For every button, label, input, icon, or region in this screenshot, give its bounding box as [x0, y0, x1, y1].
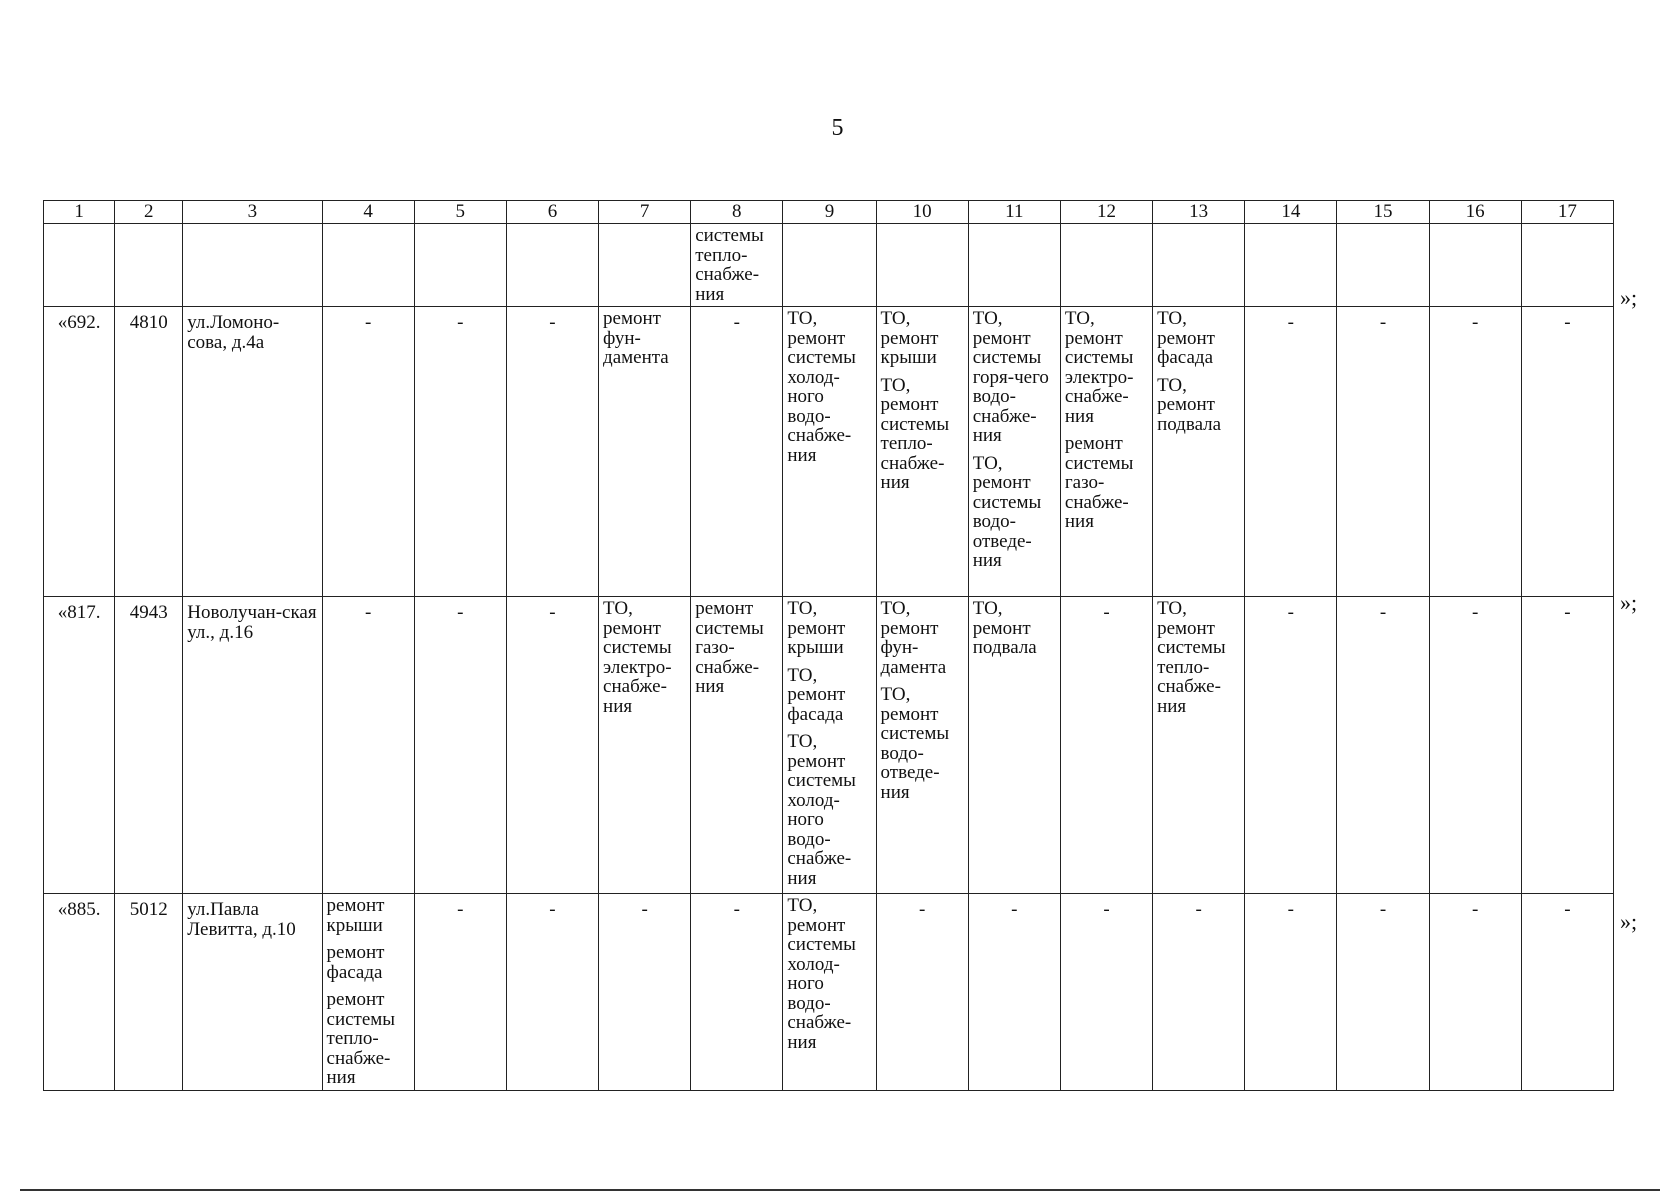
- cell-text: -: [1472, 602, 1479, 623]
- table-row: [44, 307, 1614, 597]
- table-cell: [876, 597, 968, 894]
- cell-text: -: [1472, 312, 1479, 333]
- address-cell: [183, 894, 322, 1091]
- cell-text: ТО, ремонт системы водо-отведе-ния: [880, 684, 950, 803]
- cell-text: ТО, ремонт системы холод-ного водо-снабже-ния: [787, 308, 856, 466]
- address-cell: [183, 224, 322, 307]
- cell-text: -: [1103, 899, 1110, 920]
- table-cell: [968, 307, 1060, 597]
- table-cell: [691, 597, 783, 894]
- row-number-cell: [44, 597, 115, 894]
- empty-dash-cell: [1245, 307, 1337, 597]
- cell-text: -: [733, 899, 740, 920]
- cell-text: -: [549, 899, 556, 920]
- cell-text: -: [1564, 312, 1571, 333]
- empty-dash-cell: [599, 894, 691, 1091]
- table-cell: [1245, 224, 1337, 307]
- closing-quote-mark: »;: [1620, 285, 1638, 310]
- cell-text: 4943: [129, 602, 168, 623]
- cell-text: ремонт системы газо-снабже-ния: [1064, 433, 1134, 532]
- table-row: [44, 597, 1614, 894]
- table-cell: [322, 894, 414, 1091]
- empty-dash-cell: [322, 307, 414, 597]
- cell-text: -: [457, 602, 464, 623]
- table-cell: [1337, 224, 1429, 307]
- table-cell: [783, 224, 876, 307]
- table-cell: [1521, 224, 1613, 307]
- cell-text: ТО, ремонт подвала: [972, 598, 1037, 658]
- table-cell: [968, 224, 1060, 307]
- cell-text: ТО, ремонт системы тепло-снабже-ния: [880, 374, 950, 493]
- empty-dash-cell: [1521, 894, 1613, 1091]
- cell-text: ТО, ремонт подвала: [1157, 374, 1222, 435]
- empty-dash-cell: [506, 307, 598, 597]
- empty-dash-cell: [1060, 597, 1152, 894]
- cell-text: ремонт фун-дамента: [603, 308, 669, 368]
- column-header: 3: [183, 201, 322, 224]
- cell-text: ремонт фасада: [326, 942, 385, 983]
- empty-dash-cell: [1337, 894, 1429, 1091]
- cell-text: -: [1103, 602, 1110, 623]
- column-header: 10: [876, 201, 968, 224]
- column-header: 1: [44, 201, 115, 224]
- column-header: 2: [115, 201, 183, 224]
- empty-dash-cell: [968, 894, 1060, 1091]
- empty-dash-cell: [1429, 597, 1521, 894]
- column-header: 17: [1521, 201, 1613, 224]
- column-header: 9: [783, 201, 876, 224]
- cell-text: -: [549, 312, 556, 333]
- empty-dash-cell: [1153, 894, 1245, 1091]
- cell-text: Новолучан-ская ул., д.16: [187, 602, 317, 643]
- cell-text: «817.: [57, 602, 101, 623]
- row-number-cell: [44, 894, 115, 1091]
- building-id-cell: [115, 224, 183, 307]
- empty-dash-cell: [1337, 307, 1429, 597]
- cell-text: ТО, ремонт фасада: [1157, 308, 1215, 368]
- cell-text: -: [918, 899, 926, 920]
- empty-dash-cell: [1337, 597, 1429, 894]
- cell-text: «885.: [57, 899, 101, 920]
- header-row: [44, 201, 1614, 224]
- empty-dash-cell: [1245, 597, 1337, 894]
- cell-text: ТО, ремонт системы холод-ного водо-снабже-ния: [787, 731, 856, 889]
- empty-dash-cell: [1245, 894, 1337, 1091]
- empty-dash-cell: [414, 894, 506, 1091]
- table-cell: [1153, 224, 1245, 307]
- table-cell: [1060, 224, 1152, 307]
- column-header: 12: [1060, 201, 1152, 224]
- column-header: 8: [691, 201, 783, 224]
- table-cell: [691, 224, 783, 307]
- table-cell: [1153, 307, 1245, 597]
- cell-text: -: [1287, 312, 1294, 333]
- row-number-cell: [44, 224, 115, 307]
- column-header: 15: [1337, 201, 1429, 224]
- empty-dash-cell: [1521, 307, 1613, 597]
- empty-dash-cell: [691, 307, 783, 597]
- table-cell: [1060, 307, 1152, 597]
- cell-text: ремонт системы газо-снабже-ния: [695, 598, 764, 697]
- cell-text: -: [1564, 602, 1571, 623]
- table-cell: [876, 224, 968, 307]
- cell-text: -: [549, 602, 556, 623]
- table-cell: [1153, 597, 1245, 894]
- empty-dash-cell: [506, 597, 598, 894]
- cell-text: -: [457, 899, 464, 920]
- cell-text: -: [1379, 602, 1387, 623]
- column-header: 13: [1153, 201, 1245, 224]
- cell-text: 5012: [129, 899, 168, 920]
- cell-text: ТО, ремонт крыши: [787, 598, 846, 658]
- table-cell: [414, 224, 506, 307]
- table-cell: [783, 307, 876, 597]
- empty-dash-cell: [691, 894, 783, 1091]
- cell-text: ТО, ремонт крыши: [880, 308, 939, 368]
- column-header: 6: [506, 201, 598, 224]
- table-cell: [506, 224, 598, 307]
- closing-quote-mark: »;: [1620, 590, 1638, 615]
- cell-text: -: [364, 602, 372, 623]
- cell-text: ТО, ремонт системы холод-ного водо-снабже-ния: [787, 895, 856, 1053]
- cell-text: 4810: [129, 312, 168, 333]
- cell-text: -: [1011, 899, 1018, 920]
- cell-text: ТО, ремонт системы горя-чего водо-снабже-ния: [972, 308, 1049, 446]
- cell-text: -: [733, 312, 740, 333]
- column-header: 11: [968, 201, 1060, 224]
- address-cell: [183, 597, 322, 894]
- empty-dash-cell: [1060, 894, 1152, 1091]
- empty-dash-cell: [1429, 307, 1521, 597]
- closing-quote-mark: »;: [1620, 909, 1638, 934]
- table-cell: [876, 307, 968, 597]
- cell-text: -: [641, 899, 648, 920]
- empty-dash-cell: [414, 307, 506, 597]
- table-row: [44, 894, 1614, 1091]
- cell-text: ТО, ремонт фасада: [787, 664, 846, 725]
- cell-text: «692.: [57, 312, 101, 333]
- cell-text: -: [1287, 602, 1294, 623]
- table-cell: [322, 224, 414, 307]
- building-id-cell: [115, 307, 183, 597]
- cell-text: -: [1472, 899, 1479, 920]
- cell-text: ТО, ремонт системы электро-снабже-ния: [1064, 308, 1134, 427]
- table-cell: [783, 894, 876, 1091]
- cell-text: системы тепло-снабже-ния: [695, 225, 764, 305]
- cell-text: -: [457, 312, 464, 333]
- empty-dash-cell: [322, 597, 414, 894]
- cell-text: ул.Павла Левитта, д.10: [187, 899, 296, 940]
- cell-text: ТО, ремонт фун-дамента: [880, 598, 947, 678]
- column-header: 16: [1429, 201, 1521, 224]
- table-cell: [599, 307, 691, 597]
- building-id-cell: [115, 597, 183, 894]
- cell-text: -: [364, 312, 372, 333]
- row-number-cell: [44, 307, 115, 597]
- bottom-divider-line: [20, 1189, 1660, 1191]
- cell-text: -: [1287, 899, 1294, 920]
- table-cell: [599, 597, 691, 894]
- column-header: 4: [322, 201, 414, 224]
- cell-text: ТО, ремонт системы тепло-снабже-ния: [1157, 598, 1226, 717]
- cell-text: ул.Ломоно-сова, д.4а: [187, 312, 280, 353]
- cell-text: ТО, ремонт системы водо-отведе-ния: [972, 452, 1042, 571]
- cell-text: ремонт крыши: [326, 895, 385, 936]
- table-cell: [968, 597, 1060, 894]
- empty-dash-cell: [1429, 894, 1521, 1091]
- address-cell: [183, 307, 322, 597]
- cell-text: -: [1564, 899, 1571, 920]
- building-id-cell: [115, 894, 183, 1091]
- cell-text: ТО, ремонт системы электро-снабже-ния: [603, 598, 672, 717]
- empty-dash-cell: [1521, 597, 1613, 894]
- column-header: 7: [599, 201, 691, 224]
- empty-dash-cell: [506, 894, 598, 1091]
- page-number: 5: [831, 115, 844, 141]
- empty-dash-cell: [876, 894, 968, 1091]
- table-cell: [599, 224, 691, 307]
- table-cell: [783, 597, 876, 894]
- repair-schedule-table: [43, 200, 1614, 1091]
- table-cell: [1429, 224, 1521, 307]
- continuation-row: [44, 224, 1614, 307]
- column-header: 14: [1245, 201, 1337, 224]
- cell-text: -: [1379, 312, 1387, 333]
- empty-dash-cell: [414, 597, 506, 894]
- column-header: 5: [414, 201, 506, 224]
- cell-text: ремонт системы тепло-снабже-ния: [326, 989, 396, 1088]
- cell-text: -: [1195, 899, 1202, 920]
- cell-text: -: [1379, 899, 1387, 920]
